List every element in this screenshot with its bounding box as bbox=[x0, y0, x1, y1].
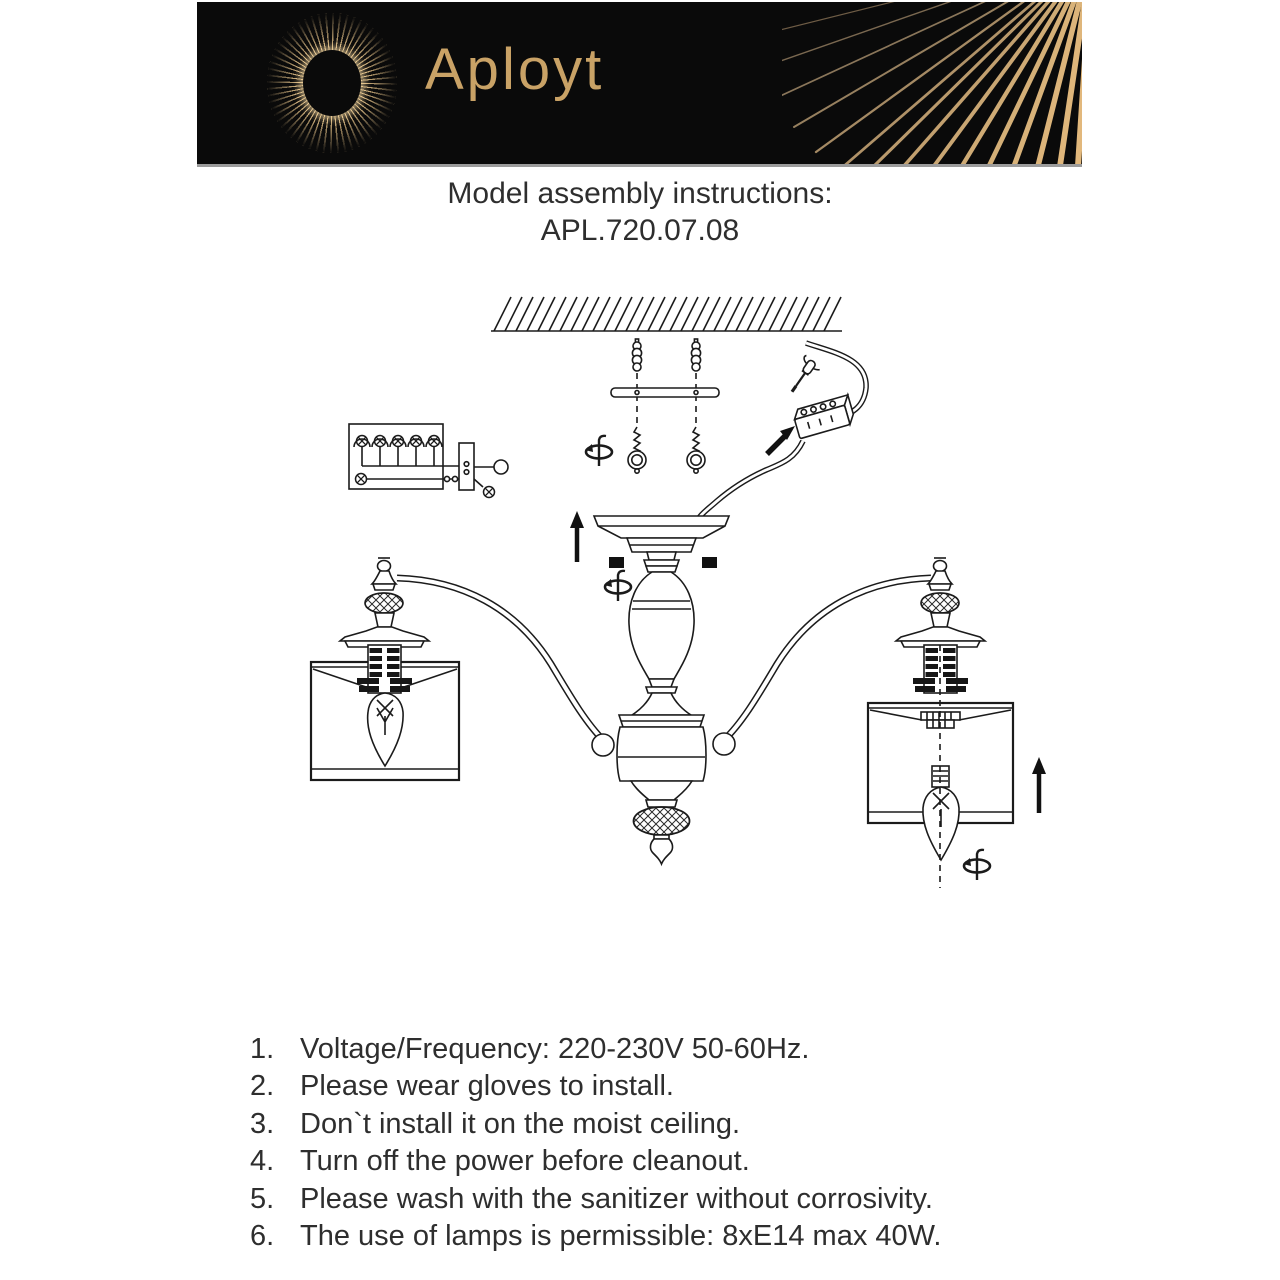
screw-left bbox=[628, 427, 646, 473]
item-number: 4. bbox=[250, 1145, 275, 1178]
list-item bbox=[250, 1181, 941, 1218]
ceiling-hatching bbox=[491, 297, 842, 331]
left-arm bbox=[397, 578, 604, 741]
starburst-logo-icon bbox=[267, 13, 397, 153]
item-text: Voltage/Frequency: 220-230V 50-60Hz. bbox=[300, 1033, 810, 1065]
list-item bbox=[250, 1068, 941, 1105]
item-number: 5. bbox=[250, 1182, 275, 1215]
screw-right bbox=[687, 427, 705, 473]
item-text: Don`t install it on the moist ceiling. bbox=[300, 1107, 741, 1140]
up-arrow-shade bbox=[1032, 757, 1046, 813]
item-text: The use of lamps is permissible: 8xE14 max 40W. bbox=[300, 1220, 942, 1253]
canopy bbox=[594, 516, 729, 552]
item-number: 3. bbox=[250, 1107, 275, 1140]
left-socket bbox=[357, 645, 412, 693]
list-item bbox=[250, 1143, 941, 1180]
wall-anchor-right bbox=[691, 339, 700, 371]
wall-anchor-left bbox=[632, 339, 641, 371]
rotate-icon-canopy bbox=[604, 571, 631, 601]
mounting-bar bbox=[611, 388, 719, 397]
brand-banner bbox=[197, 2, 1082, 167]
instructions-list bbox=[250, 1031, 941, 1255]
up-arrow-canopy bbox=[570, 511, 584, 562]
list-item bbox=[250, 1031, 941, 1068]
power-terminal bbox=[494, 460, 508, 474]
bottom-finial bbox=[650, 835, 672, 864]
item-text: Please wash with the sanitizer without corrosivity. bbox=[300, 1182, 933, 1215]
install-arrow bbox=[767, 426, 795, 454]
item-number: 6. bbox=[250, 1220, 275, 1253]
list-item bbox=[250, 1218, 941, 1255]
brand-name: Aployt bbox=[425, 37, 605, 102]
anchor-guide-lines bbox=[637, 373, 696, 425]
mains-cable-bottom bbox=[699, 441, 803, 518]
right-lamp-holder bbox=[896, 558, 985, 647]
rotate-icon-top bbox=[585, 436, 612, 466]
model-number: APL.720.07.08 bbox=[540, 214, 740, 247]
item-text: Please wear gloves to install. bbox=[300, 1070, 674, 1103]
assembly-diagram bbox=[0, 280, 1280, 1010]
terminal-block bbox=[792, 395, 856, 439]
page-title: Model assembly instructions: bbox=[447, 177, 833, 210]
item-number: 2. bbox=[250, 1070, 275, 1103]
left-bulb bbox=[368, 693, 403, 766]
item-number: 1. bbox=[250, 1033, 275, 1065]
arm-ball-right bbox=[713, 733, 735, 755]
title-block bbox=[0, 175, 1280, 249]
left-lamp-holder bbox=[340, 558, 429, 647]
rotate-icon-bulb bbox=[963, 850, 990, 880]
item-text: Turn off the power before cleanout. bbox=[300, 1145, 750, 1178]
screwdriver-icon bbox=[784, 355, 822, 397]
list-item bbox=[250, 1106, 941, 1143]
wiring-diagram bbox=[349, 424, 508, 498]
gold-rays-icon bbox=[782, 2, 1082, 164]
arm-ball-left bbox=[592, 734, 614, 756]
crystal-ball-center bbox=[634, 807, 690, 835]
right-bulb bbox=[923, 766, 959, 860]
